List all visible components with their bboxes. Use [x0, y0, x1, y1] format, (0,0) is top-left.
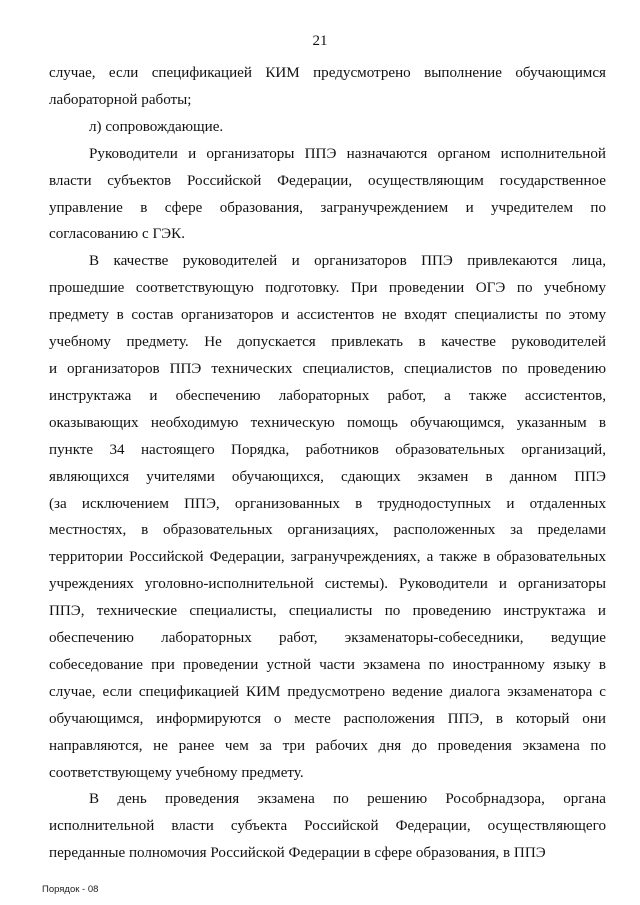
text-line: лабораторной работы; [49, 91, 192, 108]
paragraph-p3 [49, 141, 606, 249]
text-line: собеседование при проведении устной части экзамена по иностранному языку в [49, 656, 606, 673]
text-line: власти субъектов Российской Федерации, осуществляющим государственное [49, 172, 606, 189]
text-line: Руководители и организаторы ППЭ назначаются органом исполнительной [89, 145, 606, 162]
text-line: учебному предмету. Не допускается привлекать в качестве руководителей [49, 334, 606, 351]
text-line: (за исключением ППЭ, организованных в труднодоступных и отдаленных [49, 495, 606, 512]
text-line: обеспечению лабораторных работ, экзаменаторы-собеседники, ведущие [49, 630, 606, 647]
text-line: являющихся учителями обучающихся, сдающих экзамен в данном ППЭ [49, 468, 606, 485]
text-line: ППЭ, технические специалисты, специалисты по проведению инструктажа и [49, 603, 606, 620]
text-line: переданные полномочия Российской Федерации в сфере образования, в ППЭ [49, 845, 546, 862]
text-line: исполнительной власти субъекта Российской Федерации, осуществляющего [49, 818, 606, 835]
text-line: местностях, в образовательных организациях, расположенных за пределами [49, 522, 606, 539]
text-line: В качестве руководителей и организаторов ППЭ привлекаются лица, [89, 253, 606, 270]
text-line: управление в сфере образования, загранучреждением и учредителем по [49, 199, 606, 216]
text-line: л) сопровождающие. [89, 118, 224, 135]
paragraph-p1 [49, 60, 606, 114]
text-line: случае, если спецификацией КИМ предусмотрено ведение диалога экзаменатора с [49, 683, 606, 700]
text-line: В день проведения экзамена по решению Рособрнадзора, органа [89, 791, 606, 808]
text-line: инструктажа и обеспечению лабораторных работ, а также ассистентов, [49, 387, 606, 404]
text-line: обучающимся, информируются о месте расположения ППЭ, в который они [49, 710, 606, 727]
text-line: согласованию с ГЭК. [49, 226, 185, 243]
page-number: 21 [312, 33, 328, 49]
text-line: пункте 34 настоящего Порядка, работников образовательных организаций, [49, 441, 606, 458]
text-line: и организаторов ППЭ технических специалистов, специалистов по проведению [49, 360, 606, 377]
text-line: оказывающих необходимую техническую помощь обучающимся, указанным в [49, 414, 606, 431]
text-line: направляются, не ранее чем за три рабочих дня до проведения экзамена по [49, 737, 606, 754]
paragraph-p2 [49, 114, 606, 141]
paragraph-p4 [49, 248, 606, 786]
text-line: случае, если спецификацией КИМ предусмотрено выполнение обучающимся [49, 65, 606, 81]
footer-label: Порядок - 08 [42, 884, 99, 895]
text-line: учреждениях уголовно-исполнительной системы). Руководители и организаторы [49, 576, 606, 593]
text-line: предмету в состав организаторов и ассистентов не входят специалисты по этому [49, 307, 606, 324]
text-line: соответствующему учебному предмету. [49, 764, 304, 781]
paragraph-p5 [49, 786, 606, 867]
text-line: прошедшие соответствующую подготовку. При проведении ОГЭ по учебному [49, 280, 606, 297]
text-line: территории Российской Федерации, загранучреждениях, а также в образовательных [49, 549, 606, 566]
document-body [49, 60, 606, 867]
